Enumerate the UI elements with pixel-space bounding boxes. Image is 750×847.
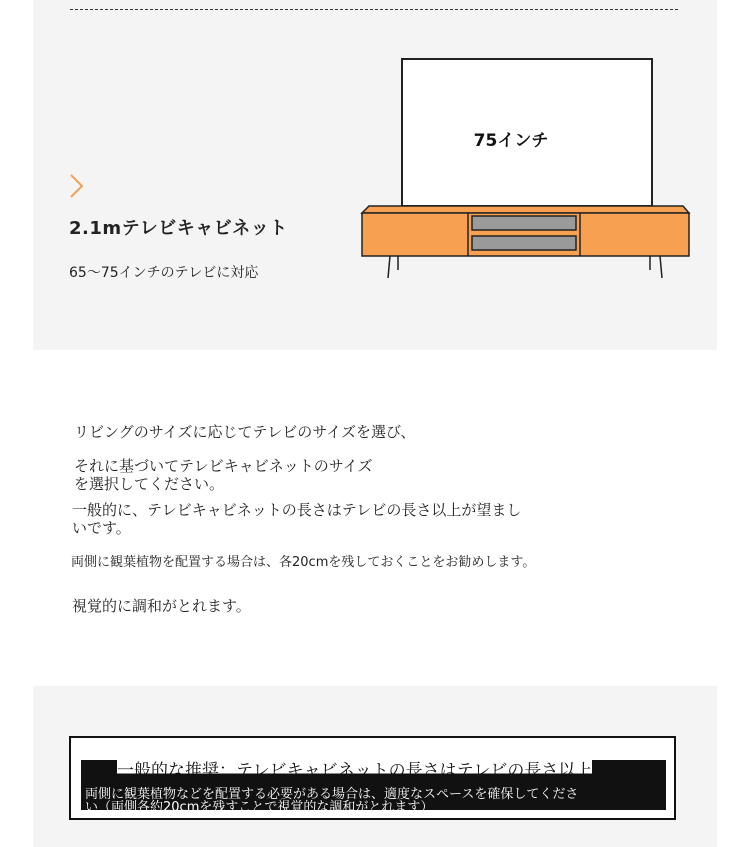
banner-subtitle [85,788,578,814]
description-line-2: それに基づいてテレビキャビネットのサイズを選択してください。 [74,457,373,493]
chevron-right-icon[interactable] [68,172,86,200]
tv-cabinet-illustration [360,56,692,282]
description-line-3: 一般的に、テレビキャビネットの長さはテレビの長さ以上が望ましいです。 [72,501,522,537]
description-line-4: 両側に観葉植物を配置する場合は、各20cmを残しておくことをお勧めします。 [71,555,536,570]
description-line-5: 視覚的に調和がとれます。 [72,597,251,615]
tv-size-label: 75インチ [473,131,549,151]
recommendation-banner [69,736,676,820]
product-title: 2.1mテレビキャビネット [69,218,288,239]
dashed-divider [70,9,678,10]
banner-subtitle-line-1: 両側に観葉植物などを配置する必要がある場合は、適度なスペースを確保してくださ [85,787,579,802]
banner-subtitle-line-2: い（両側各約20cmを残すことで視覚的な調和がとれます） [85,800,434,815]
product-subtitle: 65〜75インチのテレビに対応 [69,265,259,281]
description-line-1: リビングのサイズに応じてテレビのサイズを選び、 [74,423,416,441]
banner-title: 一般的な推奨：テレビキャビネットの長さはテレビの長さ以上 [117,756,592,781]
